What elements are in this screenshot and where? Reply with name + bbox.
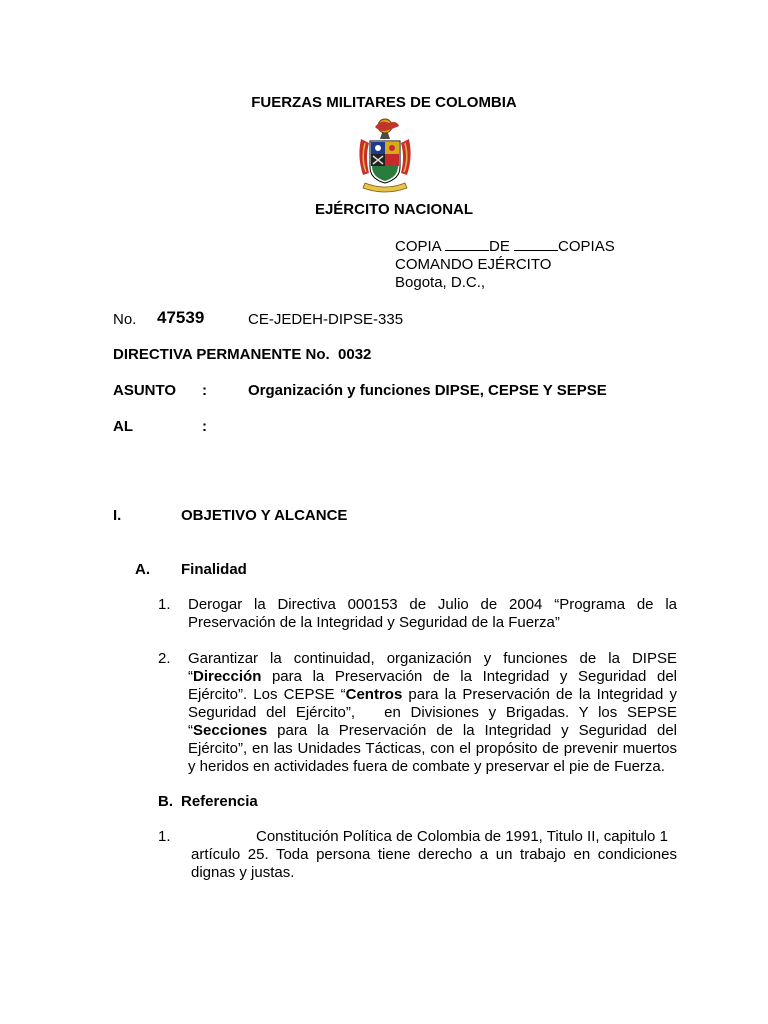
copy-block xyxy=(395,237,615,292)
copia-label: COPIA xyxy=(395,238,441,255)
item-a2-part: para la Preservación de la Integridad y Seguridad del Ejército”. Los CEPSE “ xyxy=(188,668,677,703)
item-b1-text: artículo 25. Toda persona tiene derecho a un trabajo en condiciones dignas y justas. xyxy=(191,846,677,881)
item-a2-bold: Secciones xyxy=(193,722,268,739)
item-b1-first-line: Constitución Política de Colombia de 1991, Titulo II, capitulo 1 xyxy=(256,828,668,845)
asunto-colon: : xyxy=(202,382,207,399)
city-line: Bogota, D.C., xyxy=(395,274,486,291)
section-title: OBJETIVO Y ALCANCE xyxy=(181,507,348,524)
item-a2-part: para la Preservación de la Integridad y Seguridad del Ejército”, en las Unidades Tácticas, con el propósito de prevenir muertos y heridos en actividades fuera de combate y preservar el pie de Fuerza. xyxy=(188,722,677,775)
copy-number-blank xyxy=(445,237,489,251)
subsection-a-number: A. xyxy=(135,561,150,578)
subsection-b-title: Referencia xyxy=(181,793,258,810)
item-a2-bold: Dirección xyxy=(193,668,262,685)
comando-line: COMANDO EJÉRCITO xyxy=(395,256,552,273)
item-a1-text xyxy=(188,596,677,632)
copies-total-blank xyxy=(514,237,558,251)
item-a2-part: para la Preservación de la Integridad y Seguridad del Ejército”, en Divisiones y Brigadas. Y los SEPSE “ xyxy=(188,686,682,739)
al-colon: : xyxy=(202,418,207,435)
no-label: No. xyxy=(113,311,137,328)
reference-code: CE-JEDEH-DIPSE-335 xyxy=(248,311,404,328)
al-label: AL xyxy=(113,418,133,435)
copy-line xyxy=(395,237,615,256)
coat-of-arms-icon xyxy=(355,117,415,195)
subsection-a-title: Finalidad xyxy=(181,561,247,578)
copias-label: COPIAS xyxy=(558,238,615,255)
org-title: FUERZAS MILITARES DE COLOMBIA xyxy=(251,94,517,111)
directive-title: DIRECTIVA PERMANENTE No. 0032 xyxy=(113,346,372,363)
item-a1-body: Derogar la Directiva 000153 de Julio de 2004 “Programa de la Preservación de la Integridad y Seguridad de la Fuerza” xyxy=(188,596,677,631)
item-number: 2. xyxy=(158,650,171,667)
de-label: DE xyxy=(489,238,510,255)
asunto-text: Organización y funciones DIPSE, CEPSE Y SEPSE xyxy=(248,382,607,399)
section-number: I. xyxy=(113,507,122,524)
subsection-b-number: B. xyxy=(158,793,173,810)
unit-title: EJÉRCITO NACIONAL xyxy=(314,201,474,218)
asunto-label: ASUNTO xyxy=(113,382,177,399)
item-a2-bold: Centros xyxy=(345,686,403,703)
item-a2-part: Garantizar la continuidad, organización y funciones de la DIPSE “ xyxy=(188,650,677,685)
item-number: 1. xyxy=(158,596,171,613)
item-number: 1. xyxy=(158,828,171,845)
reference-number: 47539 xyxy=(157,308,205,327)
item-a2-text xyxy=(188,650,682,776)
